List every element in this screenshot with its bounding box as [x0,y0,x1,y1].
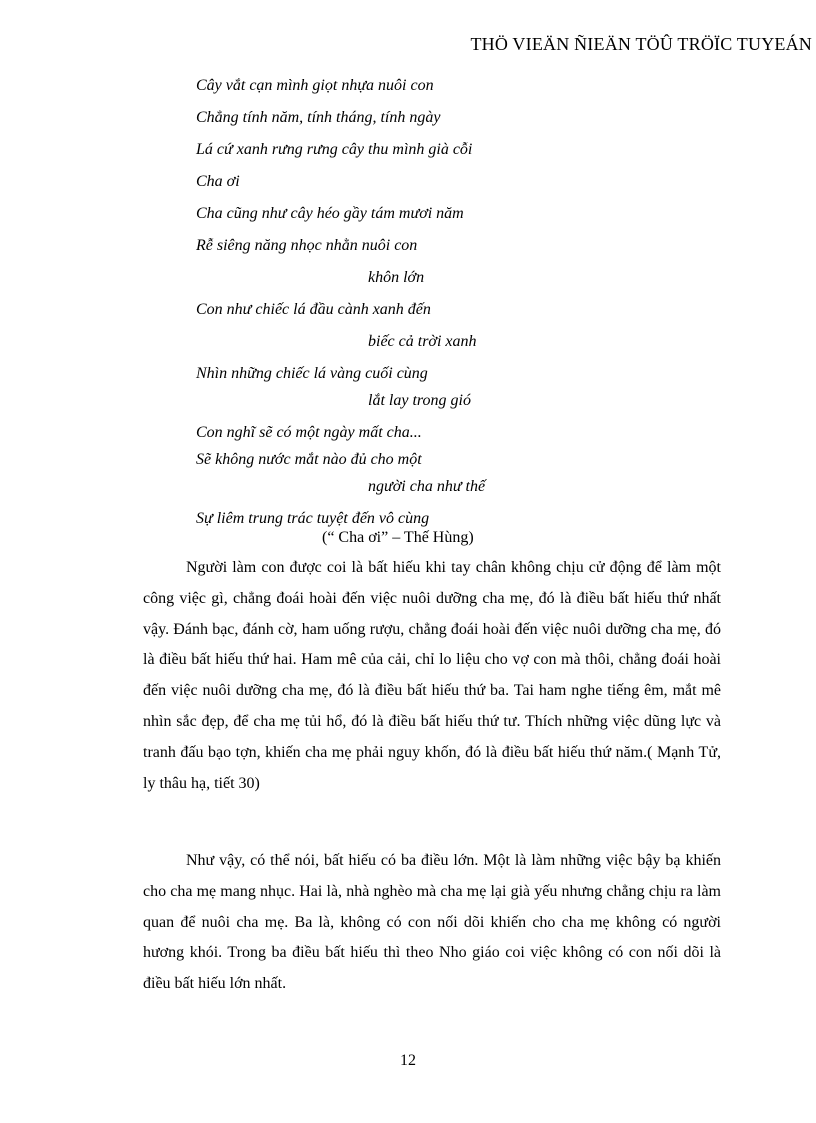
poem-line-continuation: lắt lay trong gió [368,392,471,409]
page-header-title: THÖ VIEÄN ÑIEÄN TÖÛ TRÖÏC TUYEÁN [470,34,812,54]
poem-line: Chẳng tính năm, tính tháng, tính ngày [196,109,441,126]
poem-line: Nhìn những chiếc lá vàng cuối cùng [196,365,428,382]
page-number: 12 [400,1052,416,1069]
poem-line: Sẽ không nước mắt nào đủ cho một [196,451,422,468]
poem-line-continuation: khôn lớn [368,269,425,286]
poem-line: Lá cứ xanh rưng rưng cây thu mình già cỗi [196,141,473,158]
poem-line: Con như chiếc lá đầu cành xanh đến [196,301,431,318]
poem-line: Cha ơi [196,173,240,190]
poem-line-continuation: người cha như thế [368,478,486,495]
poem [196,74,485,539]
poem-line: Con nghĩ sẽ có một ngày mất cha... [196,424,422,441]
body-paragraph: Người làm con được coi là bất hiếu khi tay chân không chịu cử động để làm một công việc gì, chẳng đoái hoài đến việc nuôi dưỡng cha mẹ, đó là điều bất hiếu thứ nhất vậy. Đánh bạc, đánh cờ, ham uống rượu, chẳng đoái hoài đến việc nuôi dưỡng cha mẹ, đó là điều bất hiếu thứ hai. Ham mê của cải, chỉ lo liệu cho vợ con mà thôi, chẳng đoái hoài đến việc nuôi dưỡng cha mẹ, đó là điều bất hiếu thứ ba. Tai ham nghe tiếng êm, mắt mê nhìn sắc đẹp, để cha mẹ tủi hổ, đó là điều bất hiếu thứ tư. Thích những việc dũng lực và tranh đấu bạo tợn, khiến cha mẹ phải nguy khốn, đó là điều bất hiếu thứ năm.( Mạnh Tử, ly thâu hạ, tiết 30) [143,559,721,792]
poem-line-continuation: biếc cả trời xanh [368,333,477,350]
poem-line: Cha cũng như cây héo gầy tám mươi năm [196,205,464,222]
poem-line: Cây vắt cạn mình giọt nhựa nuôi con [196,77,434,94]
poem-attribution: (“ Cha ơi” – Thế Hùng) [322,529,474,546]
poem-line: Sự liêm trung trác tuyệt đến vô cùng [196,510,430,527]
body-paragraph: Như vậy, có thể nói, bất hiếu có ba điều lớn. Một là làm những việc bậy bạ khiến cho cha mẹ mang nhục. Hai là, nhà nghèo mà cha mẹ lại già yếu nhưng chẳng chịu ra làm quan để nuôi cha mẹ. Ba là, không có con nối dõi khiến cho cha mẹ không có người hương khói. Trong ba điều bất hiếu thì theo Nho giáo coi việc không có con nối dõi là điều bất hiếu lớn nhất. [143,852,721,993]
poem-line: Rễ siêng năng nhọc nhằn nuôi con [196,237,418,254]
